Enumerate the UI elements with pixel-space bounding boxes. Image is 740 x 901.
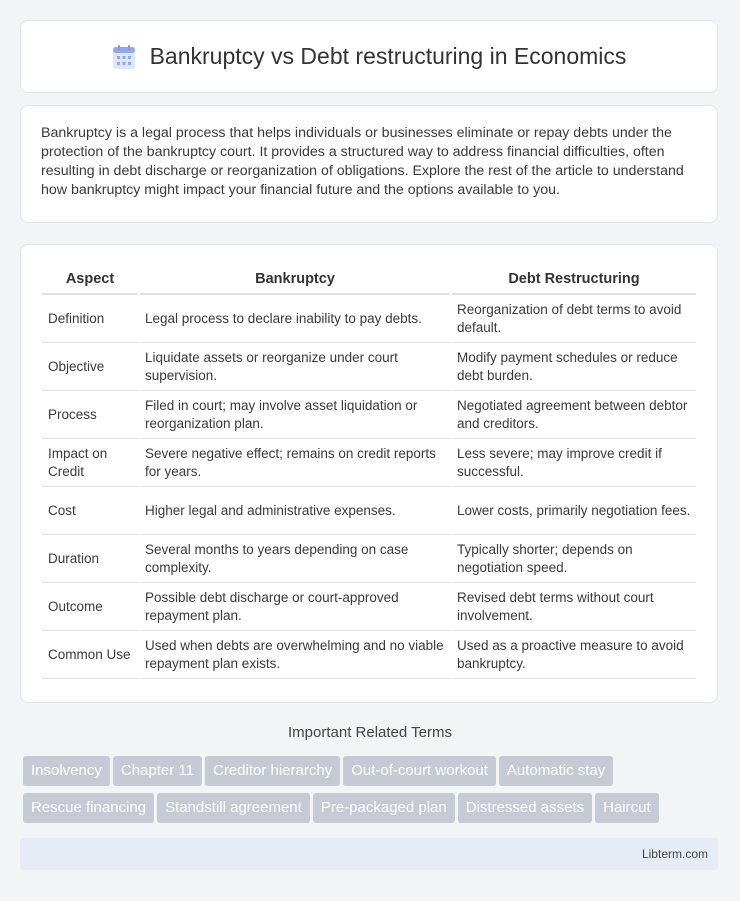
intro-card — [20, 105, 718, 223]
table-row — [42, 439, 696, 487]
cell-aspect: Common Use — [42, 631, 138, 679]
cell-bankruptcy: Used when debts are overwhelming and no viable repayment plan exists. — [140, 631, 450, 679]
related-terms-list — [23, 756, 723, 830]
related-term-tag[interactable]: Out-of-court workout — [343, 756, 496, 786]
cell-aspect: Duration — [42, 535, 138, 583]
cell-debt-restructuring: Less severe; may improve credit if successful. — [452, 439, 696, 487]
footer — [20, 838, 718, 870]
cell-debt-restructuring: Modify payment schedules or reduce debt burden. — [452, 343, 696, 391]
related-term-tag[interactable]: Creditor hierarchy — [205, 756, 340, 786]
cell-aspect: Outcome — [42, 583, 138, 631]
header-bankruptcy: Bankruptcy — [140, 265, 450, 295]
cell-bankruptcy: Liquidate assets or reorganize under court supervision. — [140, 343, 450, 391]
cell-bankruptcy: Legal process to declare inability to pay debts. — [140, 295, 450, 343]
table-header-row — [42, 265, 696, 295]
footer-site[interactable]: Libterm.com — [641, 847, 708, 861]
cell-aspect: Objective — [42, 343, 138, 391]
related-term-tag[interactable]: Haircut — [595, 793, 659, 823]
table-row — [42, 343, 696, 391]
cell-bankruptcy: Several months to years depending on case complexity. — [140, 535, 450, 583]
cell-debt-restructuring: Lower costs, primarily negotiation fees. — [452, 487, 696, 535]
comparison-card — [20, 244, 718, 703]
cell-bankruptcy: Higher legal and administrative expenses. — [140, 487, 450, 535]
cell-bankruptcy: Possible debt discharge or court-approved repayment plan. — [140, 583, 450, 631]
intro-text: Bankruptcy is a legal process that helps individuals or businesses eliminate or repay debts under the protection of the bankruptcy court. It provides a structured way to address financial difficulties, often resulting in debt discharge or reorganization of obligations. Explore the rest of the article to understand how bankruptcy might impact your financial future and the options available to you. — [41, 125, 684, 198]
cell-aspect: Process — [42, 391, 138, 439]
cell-debt-restructuring: Reorganization of debt terms to avoid default. — [452, 295, 696, 343]
related-terms-title: Important Related Terms — [288, 724, 452, 741]
cell-aspect: Cost — [42, 487, 138, 535]
table-row — [42, 535, 696, 583]
related-term-tag[interactable]: Automatic stay — [499, 756, 613, 786]
table-row — [42, 631, 696, 679]
title-card — [20, 20, 718, 93]
cell-aspect: Impact on Credit — [42, 439, 138, 487]
related-term-tag[interactable]: Standstill agreement — [157, 793, 310, 823]
related-term-tag[interactable]: Insolvency — [23, 756, 110, 786]
cell-debt-restructuring: Used as a proactive measure to avoid bankruptcy. — [452, 631, 696, 679]
related-term-tag[interactable]: Pre-packaged plan — [313, 793, 455, 823]
header-debt-restructuring: Debt Restructuring — [452, 265, 696, 295]
related-term-tag[interactable]: Distressed assets — [458, 793, 592, 823]
table-row — [42, 583, 696, 631]
comparison-table — [40, 265, 698, 679]
cell-debt-restructuring: Revised debt terms without court involvement. — [452, 583, 696, 631]
cell-bankruptcy: Filed in court; may involve asset liquidation or reorganization plan. — [140, 391, 450, 439]
table-row — [42, 391, 696, 439]
calendar-grid-icon — [112, 44, 136, 70]
related-term-tag[interactable]: Rescue financing — [23, 793, 154, 823]
table-row — [42, 295, 696, 343]
cell-aspect: Definition — [42, 295, 138, 343]
cell-debt-restructuring: Typically shorter; depends on negotiation speed. — [452, 535, 696, 583]
header-aspect: Aspect — [42, 265, 138, 295]
cell-debt-restructuring: Negotiated agreement between debtor and creditors. — [452, 391, 696, 439]
page-title: Bankruptcy vs Debt restructuring in Economics — [149, 43, 627, 69]
cell-bankruptcy: Severe negative effect; remains on credit reports for years. — [140, 439, 450, 487]
related-term-tag[interactable]: Chapter 11 — [113, 756, 202, 786]
table-row — [42, 487, 696, 535]
